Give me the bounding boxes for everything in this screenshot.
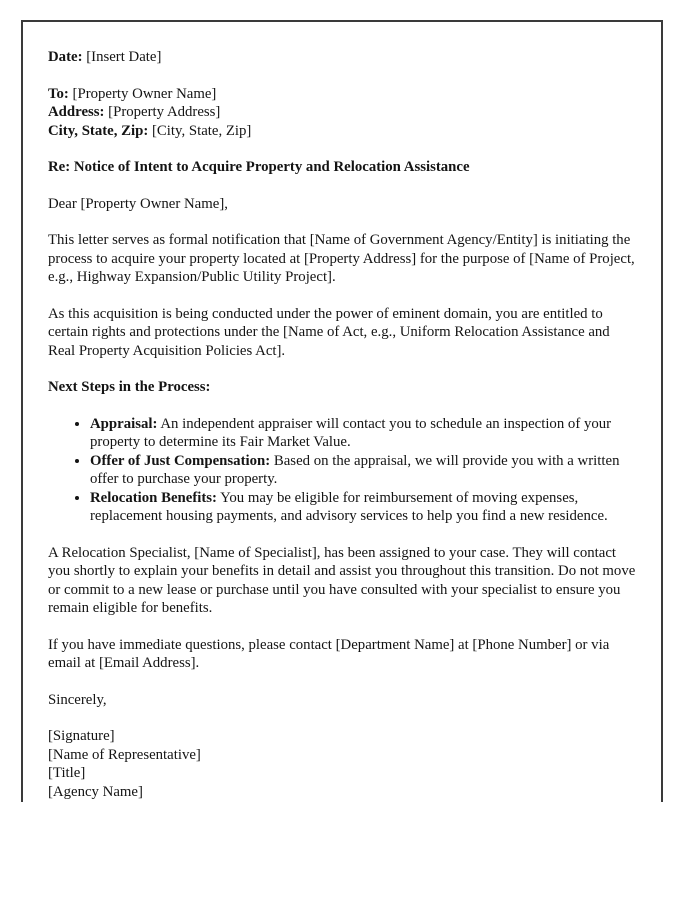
recipient-block [48, 85, 637, 141]
date-value: [Insert Date] [86, 49, 162, 65]
letter-body [23, 22, 661, 801]
recipient-to-label: To: [48, 85, 69, 102]
bullet-relocation-text: You may be eligible for reimbursement of moving expenses, replacement housing payments, and advisory services to help you find a new residence. [90, 489, 608, 524]
recipient-citystatezip-label: City, State, Zip: [48, 122, 149, 139]
signoff: Sincerely, [48, 691, 107, 708]
bullet-relocation-benefits [90, 489, 637, 526]
date-label: Date: [48, 49, 83, 65]
bullet-appraisal-text: An independent appraiser will contact you to schedule an inspection of your property to determine its Fair Market Value. [90, 415, 612, 450]
paragraph-notification: This letter serves as formal notification that [Name of Government Agency/Entity] is initiating the process to acquire your property located at [Property Address] for the purpose of [Name of Project, e.g., Highway Expansion/Public Utility Project]. [48, 232, 635, 285]
bullet-offer-label: Offer of Just Compensation: [90, 452, 271, 469]
bullet-offer-text: Based on the appraisal, we will provide you with a written offer to purchase your property. [90, 452, 620, 487]
signature-placeholder: [Signature] [48, 728, 115, 744]
recipient-address-line [48, 103, 637, 122]
bullet-appraisal-label: Appraisal: [90, 415, 158, 432]
bullet-offer-of-just-compensation [90, 452, 637, 489]
paragraph-contact-info: If you have immediate questions, please contact [Department Name] at [Phone Number] or via email at [Email Address]. [48, 636, 610, 671]
recipient-to-value: [Property Owner Name] [72, 85, 217, 102]
recipient-address-label: Address: [48, 104, 105, 120]
bullet-relocation-label: Relocation Benefits: [90, 489, 217, 506]
letter-page [21, 20, 663, 802]
next-steps-list [48, 415, 637, 526]
agency-name-placeholder: [Agency Name] [48, 783, 143, 800]
recipient-citystatezip-value: [City, State, Zip] [152, 122, 252, 139]
paragraph-relocation-specialist: A Relocation Specialist, [Name of Specialist], has been assigned to your case. They will contact you shortly to explain your benefits in detail and assist you throughout this transition. Do not move or commit to a new lease or purchase until you have consulted with your specialist to ensure you remain eligible for benefits. [48, 544, 636, 616]
recipient-address-value: [Property Address] [108, 104, 221, 120]
recipient-citystatezip-line [48, 122, 637, 141]
signature-block [48, 727, 637, 801]
bullet-appraisal [90, 415, 637, 452]
title-placeholder: [Title] [48, 765, 86, 781]
representative-name-placeholder: [Name of Representative] [48, 746, 201, 763]
date-line [48, 48, 637, 67]
paragraph-eminent-domain: As this acquisition is being conducted under the power of eminent domain, you are entitled to certain rights and protections under the [Name of Act, e.g., Uniform Relocation Assistance and Real Property Acquisition Policies Act]. [48, 305, 610, 359]
salutation: Dear [Property Owner Name], [48, 195, 228, 212]
next-steps-heading: Next Steps in the Process: [48, 379, 211, 395]
recipient-to-line [48, 85, 637, 104]
subject-line: Re: Notice of Intent to Acquire Property and Relocation Assistance [48, 159, 470, 175]
